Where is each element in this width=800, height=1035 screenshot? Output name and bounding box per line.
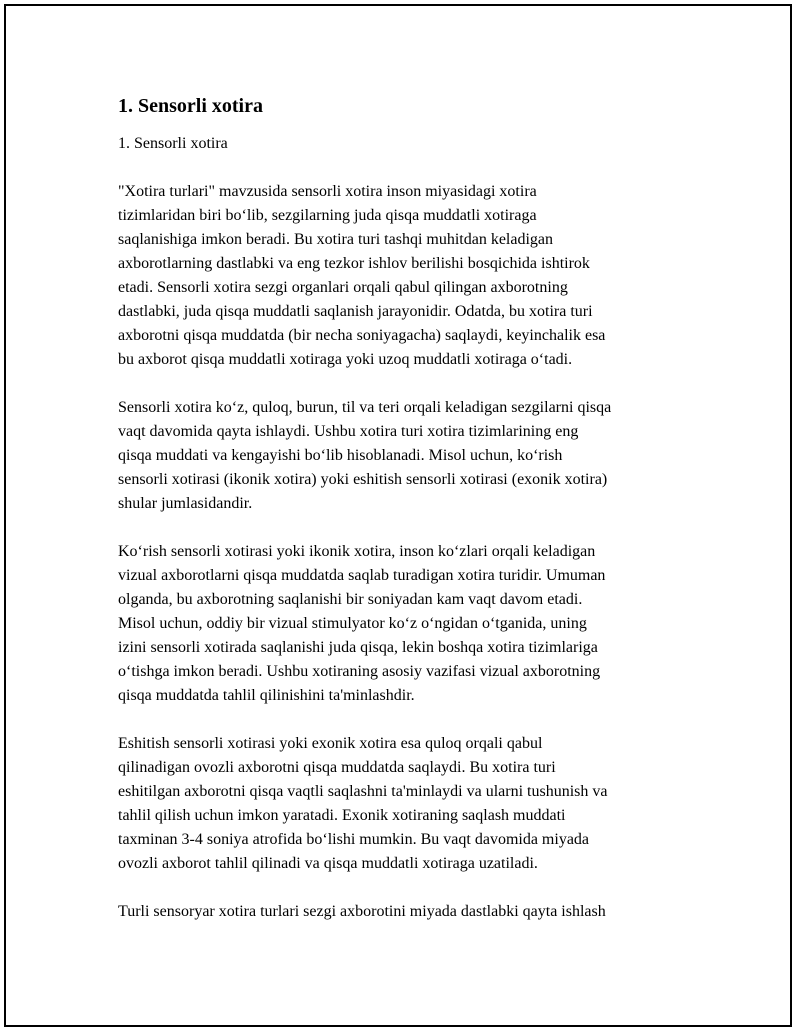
paragraph-4: Eshitish sensorli xotirasi yoki exonik xotira esa quloq orqali qabul qilinadigan ovozli axborotni qisqa muddatda saqlaydi. Bu xotira turi eshitilgan axborotni qisqa vaqtli saqlashni ta'minlaydi va ularni tushunish va tahlil qilish uchun imkon yaratadi. Exonik xotiraning saqlash muddati taxminan 3-4 soniya atrofida bo‘lishi mumkin. Bu vaqt davomida miyada ovozli axborot tahlil qilinadi va qisqa muddatli xotiraga uzatiladi. — [118, 735, 608, 872]
document-heading: 1. Sensorli xotira — [118, 95, 263, 117]
paragraph-3: Ko‘rish sensorli xotirasi yoki ikonik xotira, inson ko‘zlari orqali keladigan vizual axborotlarni qisqa muddatda saqlab turadigan xotira turidir. Umuman olganda, bu axborotning saqlanishi bir soniyadan kam vaqt davom etadi. Misol uchun, oddiy bir vizual stimulyator ko‘z o‘ngidan o‘tganida, uning izini sensorli xotirada saqlanishi juda qisqa, lekin boshqa xotira tizimlariga o‘tishga imkon beradi. Ushbu xotiraning asosiy vazifasi vizual axborotning qisqa muddatda tahlil qilinishini ta'minlashdir. — [118, 543, 606, 704]
paragraph-1: "Xotira turlari" mavzusida sensorli xotira inson miyasidagi xotira tizimlaridan biri bo‘lib, sezgilarning juda qisqa muddatli xotiraga saqlanishiga imkon beradi. Bu xotira turi tashqi muhitdan keladigan axborotlarning dastlabki va eng tezkor ishlov berilishi bosqichida ishtirok etadi. Sensorli xotira sezgi organlari orqali qabul qilingan axborotning dastlabki, juda qisqa muddatli saqlanish jarayonidir. Odatda, bu xotira turi axborotni qisqa muddatda (bir necha soniyagacha) saqlaydi, keyinchalik esa bu axborot qisqa muddatli xotiraga yoki uzoq muddatli xotiraga o‘tadi. — [118, 183, 606, 368]
paragraph-2: Sensorli xotira ko‘z, quloq, burun, til va teri orqali keladigan sezgilarni qisqa vaqt davomida qayta ishlaydi. Ushbu xotira turi xotira tizimlarining eng qisqa muddati va kengayishi bo‘lib hisoblanadi. Misol uchun, ko‘rish sensorli xotirasi (ikonik xotira) yoki eshitish sensorli xotirasi (exonik xotira) shular jumlasidandir. — [118, 399, 612, 512]
section-subheading: 1. Sensorli xotira — [118, 135, 228, 152]
paragraph-5: Turli sensoryar xotira turlari sezgi axborotini miyada dastlabki qayta ishlash — [118, 903, 606, 920]
document-body — [118, 92, 698, 948]
